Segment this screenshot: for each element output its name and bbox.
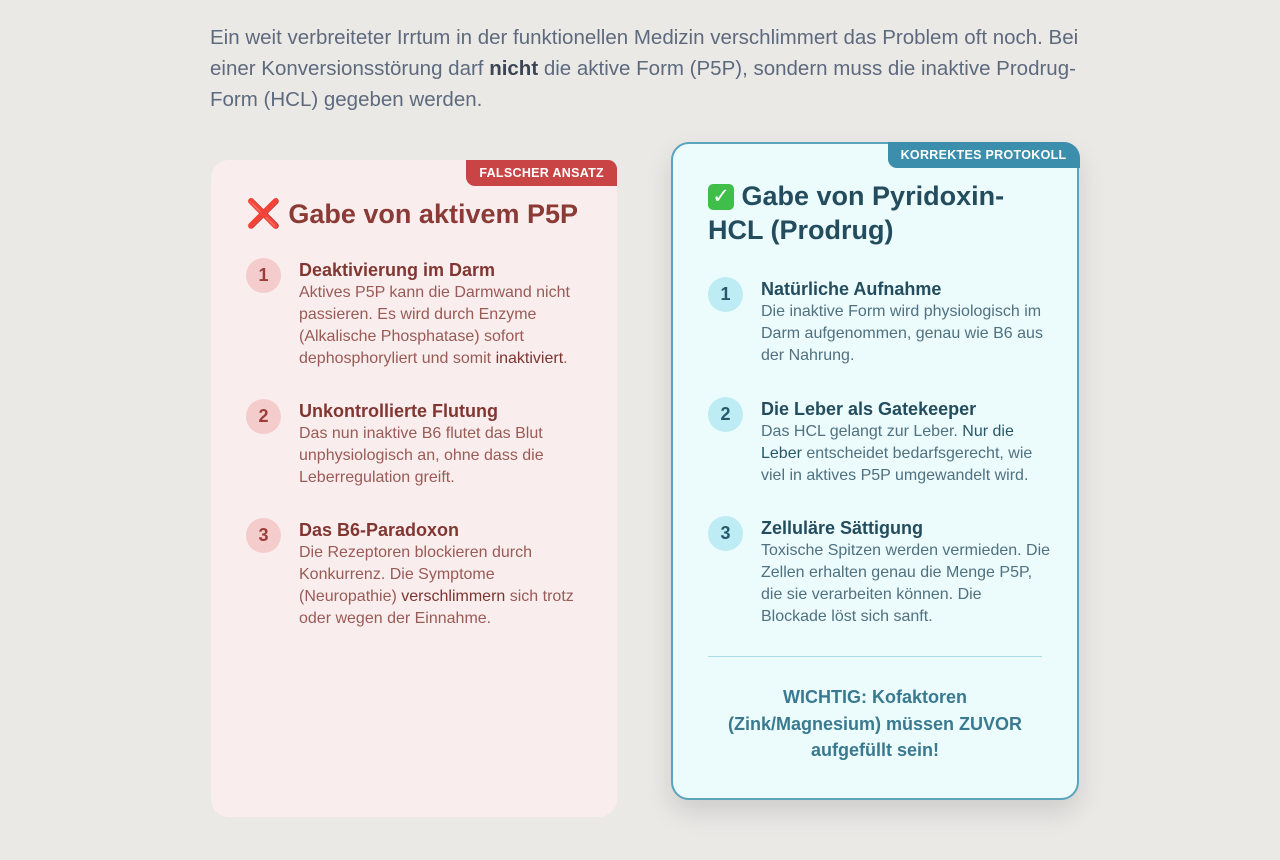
step-title: Das B6-Paradoxon	[299, 520, 460, 540]
step-number: 3	[246, 518, 281, 553]
step-body: Die Rezeptoren blockieren durch Konkurrenz. Die Symptome (Neuropathie) verschlimmern sich trotz oder wegen der Einnahme.	[299, 544, 574, 627]
step-number: 3	[708, 516, 743, 551]
wrong-approach-card	[211, 160, 617, 817]
step-body: Das nun inaktive B6 flutet das Blut unphysiologisch an, ohne dass die Leberregulation greift.	[299, 425, 544, 486]
intro-emphasis: nicht	[489, 57, 539, 80]
intro-text-part2: die aktive Form (P5P), sondern muss die inaktive Prodrug-Form (HCL) gegeben werden.	[210, 57, 1076, 111]
step-number: 1	[246, 258, 281, 293]
correct-protocol-title-text: Gabe von Pyridoxin-HCL (Prodrug)	[708, 181, 1005, 245]
step-title: Die Leber als Gatekeeper	[761, 399, 977, 419]
step-body-emphasis: inaktiviert	[495, 350, 564, 367]
step-number: 2	[246, 399, 281, 434]
intro-paragraph	[210, 22, 1090, 115]
step-number: 2	[708, 397, 743, 432]
correct-protocol-card	[671, 142, 1079, 800]
correct-protocol-title	[708, 179, 1048, 247]
wrong-approach-badge: FALSCHER ANSATZ	[466, 160, 617, 186]
step-title: Unkontrollierte Flutung	[299, 401, 498, 421]
check-mark-icon: ✓	[708, 184, 734, 210]
divider	[708, 656, 1042, 657]
correct-protocol-badge: KORREKTES PROTOKOLL	[888, 142, 1080, 168]
intro-text-part1: Ein weit verbreiteter Irrtum in der funktionellen Medizin verschlimmert das Problem oft noch. Bei einer Konversionsstörung darf	[210, 26, 1079, 80]
step-body-emphasis: verschlimmern	[401, 588, 506, 605]
step-title: Natürliche Aufnahme	[761, 279, 942, 299]
step-title: Zelluläre Sättigung	[761, 518, 924, 538]
step-body: Das HCL gelangt zur Leber. Nur die Leber entscheidet bedarfsgerecht, wie viel in aktives P5P umgewandelt wird.	[761, 423, 1033, 484]
step-body-emphasis: Nur die Leber	[761, 423, 1014, 462]
wrong-approach-title	[246, 197, 606, 231]
step-number: 1	[708, 277, 743, 312]
step-body: Aktives P5P kann die Darmwand nicht passieren. Es wird durch Enzyme (Alkalische Phosphatase) sofort dephosphoryliert und somit inaktiviert.	[299, 284, 570, 367]
step-body: Toxische Spitzen werden vermieden. Die Zellen erhalten genau die Menge P5P, die sie verarbeiten können. Die Blockade löst sich sanft.	[761, 542, 1051, 625]
cross-mark-icon: ❌	[246, 198, 281, 229]
important-note: WICHTIG: Kofaktoren (Zink/Magnesium) müssen ZUVOR aufgefüllt sein!	[727, 687, 1023, 760]
step-title: Deaktivierung im Darm	[299, 260, 496, 280]
step-body: Die inaktive Form wird physiologisch im Darm aufgenommen, genau wie B6 aus der Nahrung.	[761, 303, 1043, 364]
wrong-approach-title-text: Gabe von aktivem P5P	[288, 199, 579, 229]
